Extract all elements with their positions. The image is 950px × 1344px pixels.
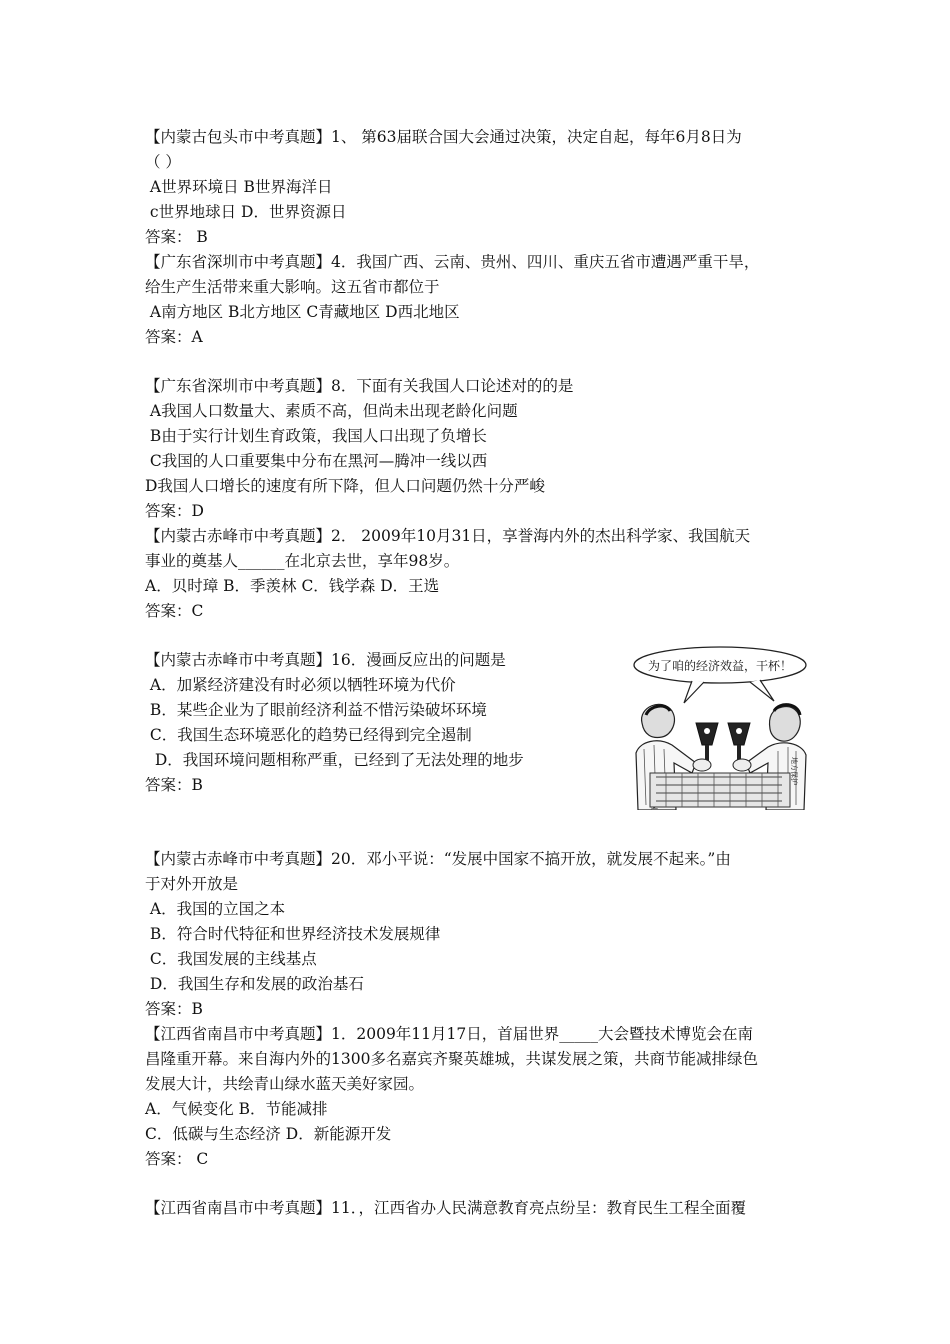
text-line: A南方地区 B北方地区 C青藏地区 D西北地区 bbox=[145, 303, 460, 321]
text-line: D我国人口增长的速度有所下降，但人口问题仍然十分严峻 bbox=[145, 477, 545, 495]
answer-line: 答案： C bbox=[145, 1150, 209, 1168]
text-line: 给生产生活带来重大影响。这五省市都位于 bbox=[145, 278, 440, 296]
answer-line: 答案：C bbox=[145, 602, 204, 620]
text-line: A．加紧经济建没有时必须以牺牲环境为代价 bbox=[145, 676, 456, 694]
answer-line: 答案：A bbox=[145, 328, 203, 346]
text-line: 【江西省南昌市中考真题】11．，江西省办人民满意教育亮点纷呈：教育民生工程全面覆 bbox=[145, 1199, 746, 1217]
text-line: 于对外开放是 bbox=[145, 875, 239, 893]
text-line: A．贝时璋 B．季羡林 C．钱学森 D．王选 bbox=[145, 577, 440, 595]
text-line: A世界环境日 B世界海洋日 bbox=[145, 178, 333, 196]
text-line: C．我国生态环境恶化的趋势已经得到完全遏制 bbox=[145, 726, 472, 744]
text-line: D．我国环境问题相称严重，已经到了无法处理的地步 bbox=[145, 751, 524, 769]
text-line: C．低碳与生态经济 D．新能源开发 bbox=[145, 1125, 392, 1143]
text-line: 【江西省南昌市中考真题】1．2009年11月17日，首届世界_____大会暨技术博览会在南 bbox=[145, 1025, 754, 1043]
cartoon-illustration bbox=[632, 645, 808, 810]
answer-line: 答案：B bbox=[145, 1000, 203, 1018]
text-line: C我国的人口重要集中分布在黑河—腾冲一线以西 bbox=[145, 452, 488, 470]
text-line: 事业的奠基人______在北京去世，享年98岁。 bbox=[145, 552, 460, 570]
text-line: 昌隆重开幕。来自海内外的1300多名嘉宾齐聚英雄城，共谋发展之策，共商节能减排绿色 bbox=[145, 1050, 758, 1068]
answer-line: 答案：B bbox=[145, 776, 203, 794]
text-line: D．我国生存和发展的政治基石 bbox=[145, 975, 364, 993]
answer-line: 答案： B bbox=[145, 228, 208, 246]
answer-line: 答案：D bbox=[145, 502, 204, 520]
text-line: C．我国发展的主线基点 bbox=[145, 950, 317, 968]
text-line: A．气候变化 B．节能减排 bbox=[145, 1100, 328, 1118]
text-line: 发展大计，共绘青山绿水蓝天美好家园。 bbox=[145, 1075, 425, 1093]
speech-text: 为了咱的经济效益，干杯！ bbox=[647, 659, 793, 673]
text-line: 【广东省深圳市中考真题】8．下面有关我国人口论述对的的是 bbox=[145, 377, 574, 395]
text-line: 【内蒙古包头市中考真题】1、 第63届联合国大会通过决策，决定自起，每年6月8日为 bbox=[145, 128, 742, 146]
text-line: A我国人口数量大、素质不高，但尚未出现老龄化问题 bbox=[145, 402, 518, 420]
text-line: B．符合时代特征和世界经济技术发展规律 bbox=[145, 925, 441, 943]
text-line: 【广东省深圳市中考真题】4．我国广西、云南、贵州、四川、重庆五省市遭遇严重干旱， bbox=[145, 253, 760, 271]
text-line: A．我国的立国之本 bbox=[145, 900, 286, 918]
text-line: 【内蒙古赤峰市中考真题】16．漫画反应出的问题是 bbox=[145, 651, 506, 669]
text-line: （ ） bbox=[145, 153, 181, 171]
text-line: 【内蒙古赤峰市中考真题】20．邓小平说：“发展中国家不搞开放，就发展不起来。”由 bbox=[145, 850, 731, 868]
text-line: B．某些企业为了眼前经济利益不惜污染破坏环境 bbox=[145, 701, 487, 719]
text-line: c世界地球日 D．世界资源日 bbox=[145, 203, 347, 221]
right-figure-label: 地方保护 bbox=[790, 757, 798, 785]
text-line: B由于实行计划生育政策，我国人口出现了负增长 bbox=[145, 427, 487, 445]
text-line: 【内蒙古赤峰市中考真题】2． 2009年10月31日，享誉海内外的杰出科学家、我国航天 bbox=[145, 527, 751, 545]
